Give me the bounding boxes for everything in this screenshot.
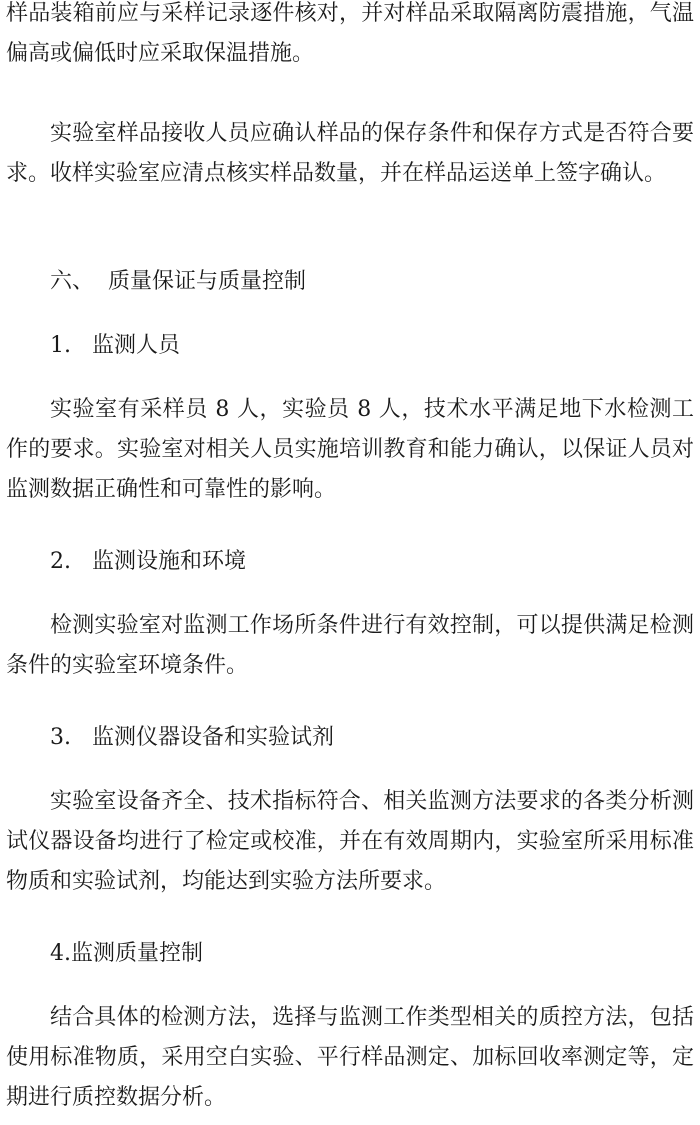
paragraph-personnel: 实验室有采样员 8 人，实验员 8 人，技术水平满足地下水检测工作的要求。实验室对相关人员实施培训教育和能力确认，以保证人员对监测数据正确性和可靠性的影响。	[6, 397, 694, 502]
paragraph-sample-packing: 样品装箱前应与采样记录逐件核对，并对样品采取隔离防震措施，气温偏高或偏低时应采取保温措施。	[6, 1, 694, 66]
subheading-monitoring-personnel: 1. 监测人员	[50, 333, 180, 358]
subheading-quality-control: 4.监测质量控制	[50, 941, 203, 966]
paragraph-facilities: 检测实验室对监测工作场所条件进行有效控制，可以提供满足检测条件的实验室环境条件。	[6, 613, 694, 678]
subheading-instruments-reagents: 3. 监测仪器设备和实验试剂	[50, 725, 334, 750]
section-heading-quality-assurance: 六、 质量保证与质量控制	[50, 269, 306, 294]
paragraph-quality-control: 结合具体的检测方法，选择与监测工作类型相关的质控方法，包括使用标准物质，采用空白实验、平行样品测定、加标回收率测定等，定期进行质控数据分析。	[6, 1005, 694, 1110]
paragraph-sample-receiving: 实验室样品接收人员应确认样品的保存条件和保存方式是否符合要求。收样实验室应清点核实样品数量，并在样品运送单上签字确认。	[6, 121, 694, 186]
paragraph-instruments: 实验室设备齐全、技术指标符合、相关监测方法要求的各类分析测试仪器设备均进行了检定或校准，并在有效周期内，实验室所采用标准物质和实验试剂，均能达到实验方法所要求。	[6, 789, 694, 894]
subheading-facilities-environment: 2. 监测设施和环境	[50, 549, 246, 574]
